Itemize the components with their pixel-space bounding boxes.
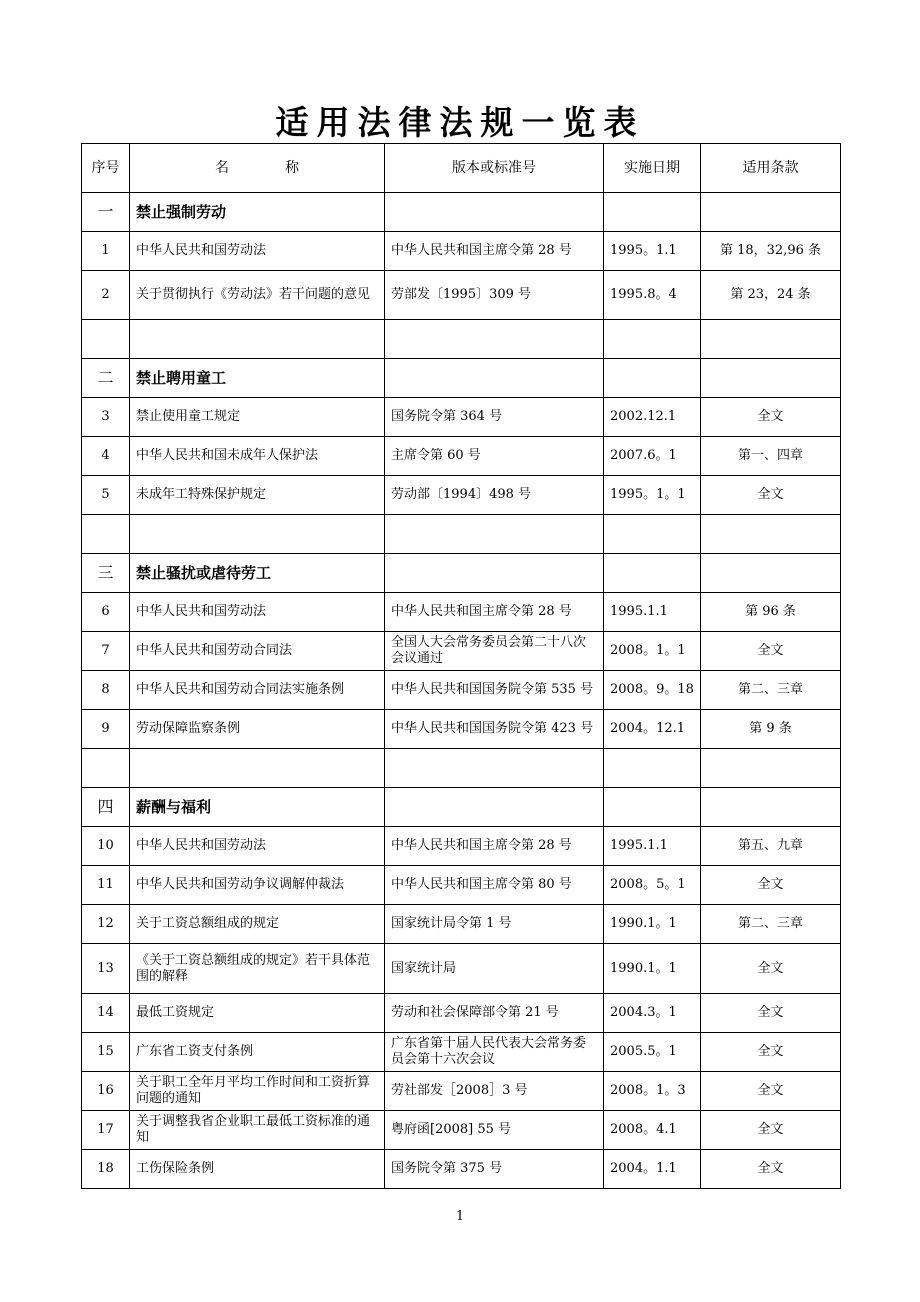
table-row	[82, 827, 841, 866]
cell-date: 2008。4.1	[604, 1111, 701, 1150]
table-row	[82, 398, 841, 437]
cell-name: 《关于工资总额组成的规定》若干具体范围的解释	[130, 944, 385, 994]
cell-date: 2004.3。1	[604, 994, 701, 1033]
cell-scope	[701, 749, 841, 788]
cell-scope: 第 9 条	[701, 710, 841, 749]
cell-name: 中华人民共和国劳动法	[130, 827, 385, 866]
table-row	[82, 1111, 841, 1150]
cell-no: 17	[82, 1111, 130, 1150]
table-row	[82, 232, 841, 271]
cell-scope	[701, 359, 841, 398]
cell-name: 最低工资规定	[130, 994, 385, 1033]
cell-name: 禁止使用童工规定	[130, 398, 385, 437]
cell-date: 2004。12.1	[604, 710, 701, 749]
cell-scope	[701, 554, 841, 593]
header-scope: 适用条款	[701, 144, 841, 193]
cell-no: 8	[82, 671, 130, 710]
cell-version: 劳动和社会保障部令第 21 号	[385, 994, 604, 1033]
cell-no: 1	[82, 232, 130, 271]
cell-date: 2004。1.1	[604, 1150, 701, 1189]
cell-version: 国家统计局令第 1 号	[385, 905, 604, 944]
cell-no: 11	[82, 866, 130, 905]
cell-scope: 全文	[701, 1033, 841, 1072]
cell-name: 关于职工全年月平均工作时间和工资折算问题的通知	[130, 1072, 385, 1111]
cell-date: 1990.1。1	[604, 905, 701, 944]
table-row	[82, 632, 841, 671]
cell-scope	[701, 515, 841, 554]
cell-no: 9	[82, 710, 130, 749]
header-name: 名称	[130, 144, 385, 193]
table-row	[82, 1072, 841, 1111]
cell-name: 禁止强制劳动	[130, 193, 385, 232]
cell-date	[604, 320, 701, 359]
cell-no: 5	[82, 476, 130, 515]
cell-version	[385, 749, 604, 788]
cell-scope: 第一、四章	[701, 437, 841, 476]
regulations-table	[81, 143, 841, 1189]
cell-name: 工伤保险条例	[130, 1150, 385, 1189]
cell-date: 1990.1。1	[604, 944, 701, 994]
table-row	[82, 671, 841, 710]
cell-name: 未成年工特殊保护规定	[130, 476, 385, 515]
table-row	[82, 593, 841, 632]
cell-scope	[701, 193, 841, 232]
cell-date	[604, 359, 701, 398]
cell-version: 劳动部〔1994〕498 号	[385, 476, 604, 515]
cell-no: 16	[82, 1072, 130, 1111]
header-no: 序号	[82, 144, 130, 193]
cell-name: 关于调整我省企业职工最低工资标准的通知	[130, 1111, 385, 1150]
cell-date: 1995.8。4	[604, 271, 701, 320]
cell-scope: 全文	[701, 1111, 841, 1150]
table-header-row	[82, 144, 841, 193]
cell-name: 禁止骚扰或虐待劳工	[130, 554, 385, 593]
cell-date: 2008。1。1	[604, 632, 701, 671]
header-date: 实施日期	[604, 144, 701, 193]
cell-scope: 全文	[701, 1150, 841, 1189]
cell-date: 2008。9。18	[604, 671, 701, 710]
table-row	[82, 866, 841, 905]
cell-no	[82, 320, 130, 359]
page-title: 适用法律法规一览表	[275, 103, 645, 142]
cell-no: 13	[82, 944, 130, 994]
table-row	[82, 1033, 841, 1072]
cell-no: 10	[82, 827, 130, 866]
cell-version: 全国人大会常务委员会第二十八次会议通过	[385, 632, 604, 671]
cell-version: 中华人民共和国主席令第 80 号	[385, 866, 604, 905]
cell-version	[385, 193, 604, 232]
cell-scope: 第 96 条	[701, 593, 841, 632]
cell-date	[604, 554, 701, 593]
cell-no: 一	[82, 193, 130, 232]
cell-version	[385, 515, 604, 554]
section-row	[82, 554, 841, 593]
blank-row	[82, 749, 841, 788]
cell-scope	[701, 320, 841, 359]
cell-scope	[701, 788, 841, 827]
page-number: 1	[455, 1209, 465, 1224]
cell-name: 中华人民共和国劳动法	[130, 593, 385, 632]
cell-scope: 全文	[701, 398, 841, 437]
cell-version: 中华人民共和国国务院令第 535 号	[385, 671, 604, 710]
cell-date: 2007.6。1	[604, 437, 701, 476]
cell-no: 18	[82, 1150, 130, 1189]
cell-name: 中华人民共和国劳动合同法实施条例	[130, 671, 385, 710]
cell-date: 1995.1.1	[604, 827, 701, 866]
cell-name: 薪酬与福利	[130, 788, 385, 827]
cell-name: 中华人民共和国劳动合同法	[130, 632, 385, 671]
cell-version: 中华人民共和国主席令第 28 号	[385, 827, 604, 866]
table-row	[82, 271, 841, 320]
cell-name: 中华人民共和国劳动法	[130, 232, 385, 271]
table-row	[82, 905, 841, 944]
cell-no: 3	[82, 398, 130, 437]
cell-scope: 第 18，32,96 条	[701, 232, 841, 271]
cell-name: 关于工资总额组成的规定	[130, 905, 385, 944]
cell-scope: 全文	[701, 476, 841, 515]
cell-no: 15	[82, 1033, 130, 1072]
table-row	[82, 476, 841, 515]
cell-no	[82, 749, 130, 788]
cell-version	[385, 359, 604, 398]
cell-date: 1995.1.1	[604, 593, 701, 632]
cell-version: 中华人民共和国主席令第 28 号	[385, 593, 604, 632]
table-row	[82, 944, 841, 994]
cell-version: 广东省第十届人民代表大会常务委员会第十六次会议	[385, 1033, 604, 1072]
cell-scope: 全文	[701, 944, 841, 994]
cell-version: 主席令第 60 号	[385, 437, 604, 476]
cell-date	[604, 515, 701, 554]
cell-no: 12	[82, 905, 130, 944]
cell-date: 2005.5。1	[604, 1033, 701, 1072]
cell-scope: 第 23，24 条	[701, 271, 841, 320]
cell-version: 劳社部发［2008］3 号	[385, 1072, 604, 1111]
cell-date	[604, 193, 701, 232]
cell-date: 1995。1.1	[604, 232, 701, 271]
cell-name	[130, 749, 385, 788]
table-row	[82, 437, 841, 476]
cell-version: 国务院令第 375 号	[385, 1150, 604, 1189]
cell-date	[604, 749, 701, 788]
cell-version: 国家统计局	[385, 944, 604, 994]
table-row	[82, 710, 841, 749]
cell-version: 中华人民共和国主席令第 28 号	[385, 232, 604, 271]
cell-no	[82, 515, 130, 554]
section-row	[82, 193, 841, 232]
cell-name: 广东省工资支付条例	[130, 1033, 385, 1072]
blank-row	[82, 515, 841, 554]
cell-scope: 第二、三章	[701, 905, 841, 944]
cell-scope: 第二、三章	[701, 671, 841, 710]
cell-version	[385, 554, 604, 593]
cell-no: 2	[82, 271, 130, 320]
cell-name: 禁止聘用童工	[130, 359, 385, 398]
cell-date	[604, 788, 701, 827]
cell-version	[385, 788, 604, 827]
cell-name: 中华人民共和国劳动争议调解仲裁法	[130, 866, 385, 905]
cell-scope: 全文	[701, 866, 841, 905]
cell-name	[130, 320, 385, 359]
cell-scope: 全文	[701, 632, 841, 671]
cell-no: 4	[82, 437, 130, 476]
cell-no: 四	[82, 788, 130, 827]
header-version: 版本或标准号	[385, 144, 604, 193]
blank-row	[82, 320, 841, 359]
cell-date: 2008。5。1	[604, 866, 701, 905]
cell-name: 中华人民共和国未成年人保护法	[130, 437, 385, 476]
cell-version: 国务院令第 364 号	[385, 398, 604, 437]
cell-name: 关于贯彻执行《劳动法》若干问题的意见	[130, 271, 385, 320]
cell-no: 14	[82, 994, 130, 1033]
cell-no: 6	[82, 593, 130, 632]
section-row	[82, 788, 841, 827]
cell-version: 粤府函[2008] 55 号	[385, 1111, 604, 1150]
section-row	[82, 359, 841, 398]
cell-scope: 第五、九章	[701, 827, 841, 866]
cell-version: 中华人民共和国国务院令第 423 号	[385, 710, 604, 749]
cell-scope: 全文	[701, 1072, 841, 1111]
cell-name: 劳动保障监察条例	[130, 710, 385, 749]
cell-no: 7	[82, 632, 130, 671]
cell-date: 1995。1。1	[604, 476, 701, 515]
cell-version: 劳部发〔1995〕309 号	[385, 271, 604, 320]
cell-no: 三	[82, 554, 130, 593]
cell-date: 2008。1。3	[604, 1072, 701, 1111]
table-row	[82, 994, 841, 1033]
cell-scope: 全文	[701, 994, 841, 1033]
cell-no: 二	[82, 359, 130, 398]
cell-name	[130, 515, 385, 554]
cell-version	[385, 320, 604, 359]
cell-date: 2002.12.1	[604, 398, 701, 437]
table-row	[82, 1150, 841, 1189]
